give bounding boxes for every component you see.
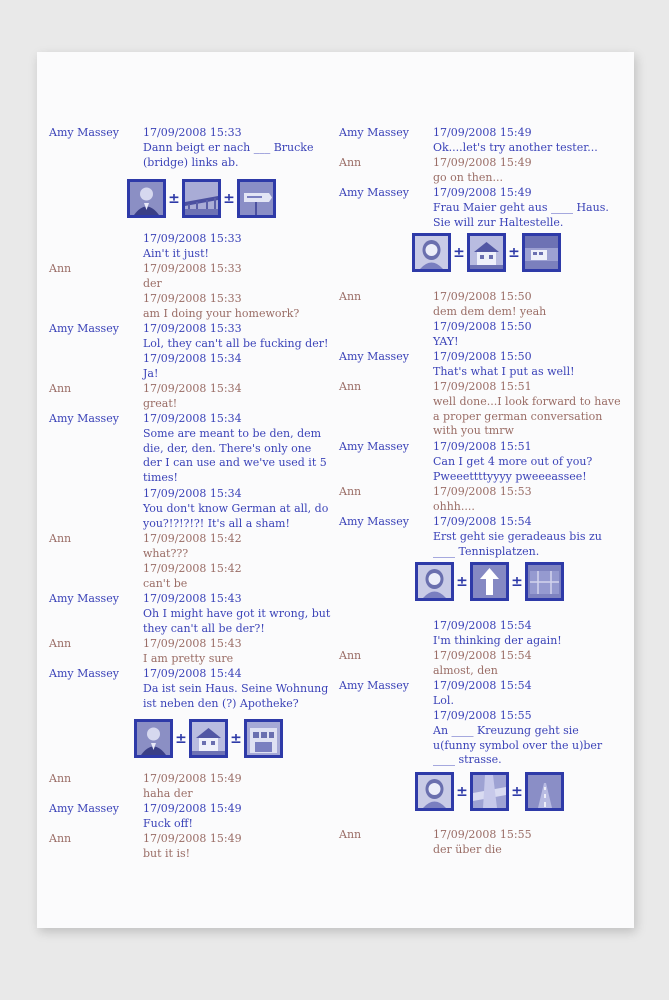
timestamp: 17/09/2008 15:44 [143,667,242,680]
sender-name: Amy Massey [49,126,119,139]
message-block [143,832,333,862]
message-block [143,352,333,382]
timestamp: 17/09/2008 15:55 [433,709,532,722]
message-text: Lol. [433,693,454,707]
tennis-court-photo-icon [525,562,564,601]
street-sign-icon [237,179,276,218]
message-text: Da ist sein Haus. Seine Wohnung ist neben den (?) Apotheke? [143,681,329,710]
message-text: Dann beigt er nach ___ Brucke (bridge) links ab. [143,140,314,169]
house-photo-icon [467,233,506,272]
message-block [433,515,623,559]
message-block [143,232,333,262]
timestamp: 17/09/2008 15:49 [433,156,532,169]
message-text: That's what I put as well! [433,364,575,378]
message-block [433,320,623,350]
bridge-photo-icon [182,179,221,218]
image-row [415,562,564,601]
sender-name: Ann [339,380,362,393]
message-text: An ____ Kreuzung geht sie u(funny symbol over the u)ber ____ strasse. [433,723,603,767]
sender-name: Ann [49,832,72,845]
message-text: well done...I look forward to have a proper german conversation with you tmrw [433,394,621,438]
timestamp: 17/09/2008 15:34 [143,487,242,500]
sender-name: Ann [49,262,72,275]
timestamp: 17/09/2008 15:34 [143,382,242,395]
sender-name: Ann [339,485,362,498]
plus-minus-symbol: ± [456,573,468,590]
message-text: Can I get 4 more out of you? Pweeettttyyyy pweeeassee! [433,454,593,483]
message-text: can't be [143,576,188,590]
timestamp: 17/09/2008 15:33 [143,292,242,305]
sender-name: Amy Massey [339,126,409,139]
message-block [433,126,623,156]
timestamp: 17/09/2008 15:49 [433,126,532,139]
message-block [433,649,623,679]
message-block [433,440,623,484]
message-text: I am pretty sure [143,651,234,665]
message-block [143,487,333,531]
message-text: Lol, they can't all be fucking der! [143,336,329,350]
sender-name: Amy Massey [339,515,409,528]
message-block [433,619,623,649]
plus-minus-symbol: ± [223,190,235,207]
timestamp: 17/09/2008 15:33 [143,322,242,335]
timestamp: 17/09/2008 15:33 [143,126,242,139]
message-text: Ja! [143,366,159,380]
timestamp: 17/09/2008 15:51 [433,440,532,453]
message-block [143,262,333,292]
timestamp: 17/09/2008 15:34 [143,352,242,365]
sender-name: Ann [339,156,362,169]
message-block [433,186,623,230]
message-text: go on then... [433,170,503,184]
plus-minus-symbol: ± [511,783,523,800]
message-block [143,802,333,832]
timestamp: 17/09/2008 15:43 [143,592,242,605]
message-text: I'm thinking der again! [433,633,562,647]
timestamp: 17/09/2008 15:50 [433,290,532,303]
message-text: You don't know German at all, do you?!?!?!?! It's all a sham! [143,501,329,530]
message-block [433,709,623,768]
message-text: der [143,276,162,290]
timestamp: 17/09/2008 15:42 [143,532,242,545]
timestamp: 17/09/2008 15:49 [143,802,242,815]
message-block [433,828,623,858]
timestamp: 17/09/2008 15:54 [433,515,532,528]
road-photo-icon [525,772,564,811]
message-text: ohhh.... [433,499,475,513]
bus-stop-photo-icon [522,233,561,272]
message-block [143,562,333,592]
crossroad-photo-icon [470,772,509,811]
timestamp: 17/09/2008 15:54 [433,679,532,692]
message-text: Ain't it just! [143,246,209,260]
plus-minus-symbol: ± [175,730,187,747]
message-text: Erst geht sie geradeaus bis zu ____ Tennisplatzen. [433,529,602,558]
timestamp: 17/09/2008 15:49 [143,772,242,785]
sender-name: Ann [49,382,72,395]
message-block [433,290,623,320]
house-photo-icon [189,719,228,758]
timestamp: 17/09/2008 15:53 [433,485,532,498]
message-text: Ok....let's try another tester... [433,140,598,154]
sender-name: Amy Massey [339,350,409,363]
message-text: dem dem dem! yeah [433,304,547,318]
timestamp: 17/09/2008 15:51 [433,380,532,393]
message-block [433,380,623,439]
sender-name: Ann [339,649,362,662]
message-block [143,667,333,711]
timestamp: 17/09/2008 15:33 [143,262,242,275]
sender-name: Amy Massey [49,412,119,425]
sender-name: Ann [49,532,72,545]
pharmacy-photo-icon [244,719,283,758]
sender-name: Ann [49,637,72,650]
sender-name: Ann [339,290,362,303]
sender-name: Amy Massey [339,679,409,692]
message-block [143,322,333,352]
timestamp: 17/09/2008 15:54 [433,649,532,662]
image-row [412,233,561,272]
woman-portrait-icon [415,772,454,811]
message-block [433,679,623,709]
message-text: what??? [143,546,189,560]
timestamp: 17/09/2008 15:33 [143,232,242,245]
sender-name: Amy Massey [49,802,119,815]
timestamp: 17/09/2008 15:42 [143,562,242,575]
timestamp: 17/09/2008 15:50 [433,320,532,333]
image-row [415,772,564,811]
message-block [433,350,623,380]
message-block [143,532,333,562]
message-text: Fuck off! [143,816,193,830]
woman-portrait-icon [412,233,451,272]
image-row [134,719,283,758]
image-row [127,179,276,218]
message-text: but it is! [143,846,191,860]
sender-name: Ann [49,772,72,785]
message-block [433,156,623,186]
plus-minus-symbol: ± [453,244,465,261]
sender-name: Amy Massey [49,667,119,680]
timestamp: 17/09/2008 15:55 [433,828,532,841]
page [37,52,634,928]
timestamp: 17/09/2008 15:54 [433,619,532,632]
timestamp: 17/09/2008 15:49 [143,832,242,845]
timestamp: 17/09/2008 15:43 [143,637,242,650]
sender-name: Amy Massey [339,186,409,199]
message-block [143,382,333,412]
message-block [143,412,333,486]
message-block [143,592,333,636]
plus-minus-symbol: ± [511,573,523,590]
message-block [433,485,623,515]
message-text: am I doing your homework? [143,306,300,320]
timestamp: 17/09/2008 15:49 [433,186,532,199]
sender-name: Amy Massey [49,592,119,605]
message-text: der über die [433,842,502,856]
sender-name: Amy Massey [49,322,119,335]
message-block [143,292,333,322]
timestamp: 17/09/2008 15:34 [143,412,242,425]
message-text: Some are meant to be den, dem die, der, den. There's only one der I can use and we've used it 5 times! [143,426,327,485]
man-portrait-icon [127,179,166,218]
sender-name: Ann [339,828,362,841]
message-block [143,126,333,170]
plus-minus-symbol: ± [456,783,468,800]
message-text: Frau Maier geht aus ____ Haus. Sie will zur Haltestelle. [433,200,609,229]
message-block [143,637,333,667]
message-block [143,772,333,802]
plus-minus-symbol: ± [168,190,180,207]
message-text: YAY! [433,334,459,348]
arrow-up-icon [470,562,509,601]
timestamp: 17/09/2008 15:50 [433,350,532,363]
sender-name: Amy Massey [339,440,409,453]
message-text: almost, den [433,663,498,677]
man-portrait-icon [134,719,173,758]
woman-portrait-icon [415,562,454,601]
message-text: great! [143,396,178,410]
plus-minus-symbol: ± [508,244,520,261]
message-text: Oh I might have got it wrong, but they can't all be der?! [143,606,331,635]
plus-minus-symbol: ± [230,730,242,747]
message-text: haha der [143,786,193,800]
